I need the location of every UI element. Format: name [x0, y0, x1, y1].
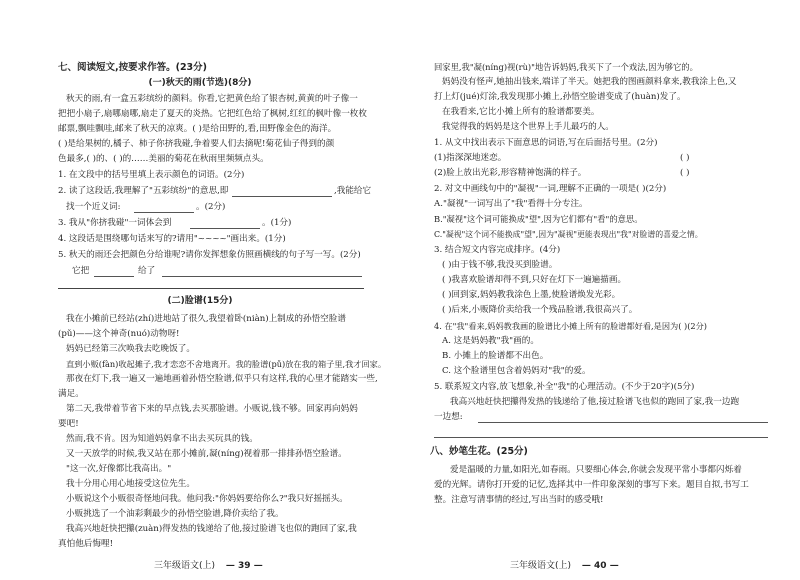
p2-line-16: 真怕他后悔哩!: [58, 539, 114, 549]
answer-blank[interactable]: [94, 276, 134, 277]
q2-4b: B. 小摊上的脸谱都不出色。: [442, 351, 549, 361]
q2-1b: (2)脸上放出光彩,形容精神饱满的样子。: [434, 168, 587, 178]
p2-cont-line-5: 我觉得我的妈妈是这个世界上手儿最巧的人。: [442, 122, 614, 132]
q1-2-synonym: 找一个近义词:: [66, 202, 121, 212]
q1-2-tail: ,我能给它: [334, 186, 372, 196]
q2-2c: C."凝视"这个词不能换成"望",因为"凝视"更能表现出"我"对脸谱的喜爱之情。: [434, 230, 703, 239]
answer-blank[interactable]: [134, 212, 194, 213]
p1-line-1: 秋天的雨,有一盒五彩缤纷的颜料。你看,它把黄色给了银杏树,黄黄的叶子像一: [66, 94, 358, 104]
p2-line-1: 我在小摊前已经站(zhí)进地站了很久,我望着卧(niàn)上制成的孙悟空脸谱: [66, 314, 346, 324]
p2-cont-line-4: 在我看来,它比小摊上所有的脸谱都要美。: [442, 107, 600, 117]
p1-line-5: 色最多,( )的、( )的……美丽的菊花在秋雨里频频点头。: [58, 154, 269, 164]
q1-2-score: 。(2分): [196, 202, 226, 212]
section-8-heading: 八、妙笔生花。(25分): [430, 446, 528, 457]
q2-5: 5. 联系短文内容,放飞想象,补全"我"的心理活动。(不少于20字)(5分): [434, 382, 695, 392]
p2-cont-line-2: 妈妈没有怪声,她抽出钱来,端详了半天。她把我的图画颜料拿来,教我涂上色,又: [442, 77, 737, 87]
p2-line-9: 然而,我不肯。因为知道妈妈拿不出去买玩具的钱。: [66, 434, 258, 444]
p2-line-11: "这一次,好像都比我高出。": [66, 464, 172, 474]
q2-3c: ( )回到家,妈妈教我涂色上墨,使脸谱焕发光彩。: [442, 290, 621, 300]
q2-1: 1. 从文中找出表示下面意思的词语,写在后面括号里。(2分): [434, 138, 658, 148]
p1-line-4: ( )是给果树的,橘子、柿子你挤我碰,争着要人们去摘呢!菊花仙子得到的颜: [58, 139, 335, 149]
q2-3b: ( )我喜欢脸谱却得不到,只好在灯下一遍遍描画。: [442, 275, 627, 285]
p2-cont-line-3: 打上灯(jué)灯涂,我发现那小摊上,孙悟空脸谱变成了(huàn)发了。: [434, 92, 686, 102]
essay-line-1: 爱是温暖的力量,如阳光,如春雨。只要细心体会,你就会发现平常小事都闪烁着: [450, 465, 742, 475]
q1-3-score: 。(1分): [262, 218, 292, 228]
passage-1-title: (一)秋天的雨(节选)(8分): [148, 78, 252, 88]
p2-cont-line-1: 回家里,我"凝(níng)视(rù)"地告诉妈妈,我买下了一个戏法,因为够它的。: [434, 62, 698, 72]
q2-2: 2. 对文中画线句中的"凝视"一词,理解不正确的一项是( )(2分): [434, 184, 667, 194]
p2-line-10: 又一天放学的时候,我又站在那小摊前,凝(níng)视着那一排排孙悟空脸谱。: [66, 449, 347, 459]
answer-blank[interactable]: [434, 437, 768, 438]
answer-blank[interactable]: [190, 228, 260, 229]
answer-bracket[interactable]: ( ): [680, 168, 690, 178]
right-page: [400, 0, 800, 580]
p2-line-14: 小贩挑选了一个油彩剩最少的孙悟空脸谱,降价卖给了我。: [66, 509, 284, 519]
q2-2b: B."凝视"这个词可能换成"望",因为它们都有"看"的意思。: [434, 214, 643, 224]
essay-line-3: 整。注意写清事情的经过,写出当时的感受哦!: [434, 495, 604, 505]
q1-2: 2. 读了这段话,我理解了"五彩缤纷"的意思,即: [58, 186, 229, 196]
answer-blank[interactable]: [232, 196, 332, 197]
answer-blank[interactable]: [162, 276, 362, 277]
section-7-heading: 七、阅读短文,按要求作答。(23分): [58, 62, 208, 73]
p2-line-12: 我十分用心用心地接受这位先生。: [66, 479, 195, 489]
p2-line-5: 那夜在灯下,我一遍又一遍地画着孙悟空脸谱,似乎只有这样,我的心里才能踏实一些,: [66, 374, 378, 384]
p2-line-4: 直到小贩(fàn)收起摊子,我才恋恋不舍地离开。我的脸谱(pǔ)放在我的箱子里,我才回家。: [66, 359, 387, 369]
p2-line-7: 第二天,我带着节省下来的早点钱,去买那脸谱。小贩说,钱不够。回家再向妈妈: [66, 404, 358, 414]
q1-5-mid: 给了: [138, 266, 156, 276]
essay-line-2: 爱的光辉。请你打开爱的记忆,选择其中一件印象深刻的事写下来。题目自拟,书写工: [434, 480, 749, 490]
p1-line-3: 邮票,飘哇飘哇,邮来了秋天的凉爽。( )是给田野的,看,田野像金色的海洋。: [58, 124, 337, 134]
footer-label: 三年级语文(上): [154, 561, 216, 571]
q2-3a: ( )由于钱不够,我没买到脸谱。: [442, 260, 558, 270]
p2-line-13: 小贩说这个小贩很奇怪地问我。他问我:"你妈妈要给你么?"我只好摇摇头。: [66, 494, 348, 504]
q1-5: 5. 秋天的雨还会把颜色分给谁呢?请你发挥想象仿照画横线的句子写一写。(2分): [58, 250, 361, 260]
q2-5-text: 我高兴地赶快把攥得发热的钱递给了他,接过脸谱飞也似的跑回了家,我一边跑: [450, 397, 740, 407]
p2-line-3: 妈妈已经第三次唤我去吃晚饭了。: [66, 344, 195, 354]
q2-3: 3. 结合短文内容完成排序。(4分): [434, 245, 561, 255]
divider: [58, 288, 364, 289]
q1-1: 1. 在文段中的括号里填上表示颜色的词语。(2分): [58, 170, 245, 180]
p2-line-2: (pǔ)——这个神奇(nuó)动物呀!: [58, 329, 180, 339]
footer-label: 三年级语文(上): [510, 561, 572, 571]
p2-line-8: 要吧!: [58, 419, 79, 429]
q2-3d: ( )后来,小贩降价卖给我一个残品脸谱,我很高兴了。: [442, 305, 638, 315]
passage-2-title: (二)脸谱(15分): [167, 296, 233, 306]
q1-5-prefix: 它把: [72, 266, 90, 276]
q1-4: 4. 这段话是围绕哪句话来写的?请用"~~~~"画出来。(1分): [58, 234, 286, 244]
page-footer: [510, 558, 619, 571]
page-number: — 39 —: [225, 561, 263, 571]
q2-4a: A. 这是妈妈教"我"画的。: [442, 336, 539, 346]
page-number: — 40 —: [581, 561, 619, 571]
p1-line-2: 把把小扇子,扇哪扇哪,扇走了夏天的炎热。它把红色给了枫树,红红的枫叶像一枚枚: [58, 109, 367, 119]
answer-blank[interactable]: [478, 422, 768, 423]
q1-3: 3. 我从"你挤我碰"一词体会到: [58, 218, 172, 228]
p2-line-15: 我高兴地赶快把攥(zuàn)得发热的钱递给了他,接过脸谱飞也似的跑回了家,我: [66, 524, 357, 534]
q2-4: 4. 在"我"看来,妈妈教我画的脸谱比小摊上所有的脸谱都好看,是因为( )(2分): [434, 321, 707, 331]
q2-2a: A."凝视"一词写出了"我"看得十分专注。: [434, 199, 588, 209]
page-footer: [154, 558, 263, 571]
p2-line-6: 满足。: [58, 389, 84, 399]
q2-1a: (1)指深深地迷恋。: [434, 153, 507, 163]
q2-5-text-2: 一边想:: [434, 412, 463, 422]
q2-4c: C. 这个脸谱里包含着妈妈对"我"的爱。: [442, 366, 591, 376]
answer-bracket[interactable]: ( ): [680, 153, 690, 163]
